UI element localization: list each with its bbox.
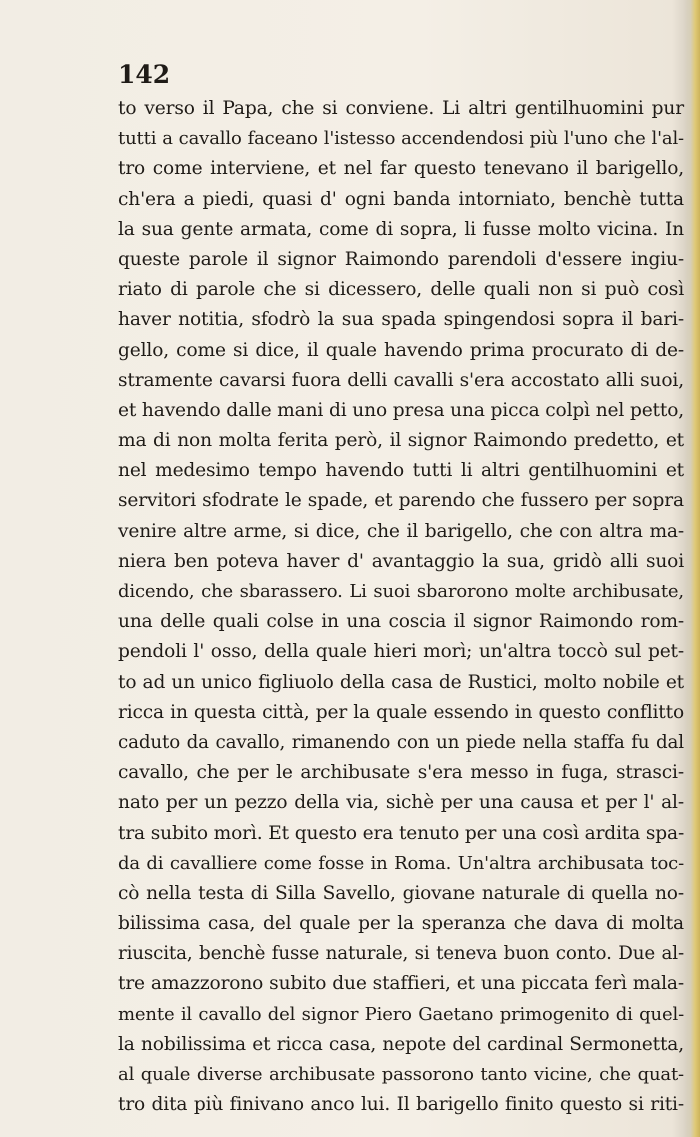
- text-line: haver notitia, sfodrò la sua spada spingendosi sopra il bari-: [118, 309, 684, 331]
- page-number: 142: [118, 60, 171, 89]
- text-line: tro come interviene, et nel far questo tenevano il barigello,: [118, 158, 684, 180]
- body-text: [118, 94, 684, 1120]
- text-line: stramente cavarsi fuora delli cavalli s'era accostato alli suoi,: [118, 369, 684, 391]
- text-line: to verso il Papa, che si conviene. Li altri gentilhuomini pur: [118, 98, 684, 119]
- text-line: to ad un unico figliuolo della casa de Rustici, molto nobile et: [118, 671, 684, 693]
- text-line: nato per un pezzo della via, sichè per una causa et per l' al-: [118, 792, 684, 814]
- text-line: queste parole il signor Raimondo parendoli d'essere ingiu-: [118, 248, 684, 270]
- text-line: ch'era a piedi, quasi d' ogni banda intorniato, benchè tutta: [118, 188, 684, 210]
- text-line: tutti a cavallo faceano l'istesso accendendosi più l'uno che l'al-: [118, 128, 684, 150]
- text-line: la sua gente armata, come di sopra, li fusse molto vicina. In: [118, 218, 684, 240]
- text-line: al quale diverse archibusate passorono tanto vicine, che quat-: [118, 1064, 684, 1085]
- text-line: dicendo, che sbarassero. Li suoi sbarorono molte archibusate,: [118, 581, 684, 602]
- text-line: pendoli l' osso, della quale hieri morì; un'altra toccò sul pet-: [118, 641, 684, 663]
- text-line: cò nella testa di Silla Savello, giovane naturale di quella no-: [118, 882, 684, 904]
- text-line: tro dita più finivano anco lui. Il barigello finito questo si riti-: [118, 1094, 684, 1116]
- text-line: riato di parole che si dicessero, delle quali non si può così: [118, 279, 684, 301]
- text-line: servitori sfodrate le spade, et parendo che fussero per sopra: [118, 490, 684, 512]
- text-line: riuscita, benchè fusse naturale, si teneva buon conto. Due al-: [118, 943, 684, 965]
- text-line: et havendo dalle mani di uno presa una picca colpì nel petto,: [118, 399, 685, 421]
- text-line: ricca in questa città, per la quale essendo in questo conflitto: [118, 701, 684, 723]
- text-line: tra subito morì. Et questo era tenuto per una così ardita spa-: [118, 822, 685, 844]
- text-line: venire altre arme, si dice, che il barigello, che con altra ma-: [118, 520, 684, 542]
- text-line: mente il cavallo del signor Piero Gaetano primogenito di quel-: [118, 1003, 684, 1025]
- text-line: cavallo, che per le archibusate s'era messo in fuga, strasci-: [118, 762, 684, 784]
- text-line: bilissima casa, del quale per la speranza che dava di molta: [118, 913, 684, 935]
- text-line: tre amazzorono subito due staffieri, et una piccata ferì mala-: [118, 973, 684, 995]
- text-line: nel medesimo tempo havendo tutti li altri gentilhuomini et: [118, 460, 684, 482]
- text-line: caduto da cavallo, rimanendo con un piede nella staffa fu dal: [118, 731, 684, 753]
- text-line: la nobilissima et ricca casa, nepote del cardinal Sermonetta,: [118, 1033, 684, 1055]
- text-line: niera ben poteva haver d' avantaggio la sua, gridò alli suoi: [118, 550, 684, 572]
- text-line: ma di non molta ferita però, il signor Raimondo predetto, et: [118, 430, 684, 452]
- page-edge: [684, 0, 700, 1137]
- text-line: gello, come si dice, il quale havendo prima procurato di de-: [118, 339, 684, 361]
- text-line: una delle quali colse in una coscia il signor Raimondo rom-: [118, 611, 684, 633]
- text-line: da di cavalliere come fosse in Roma. Un'altra archibusata toc-: [118, 852, 684, 874]
